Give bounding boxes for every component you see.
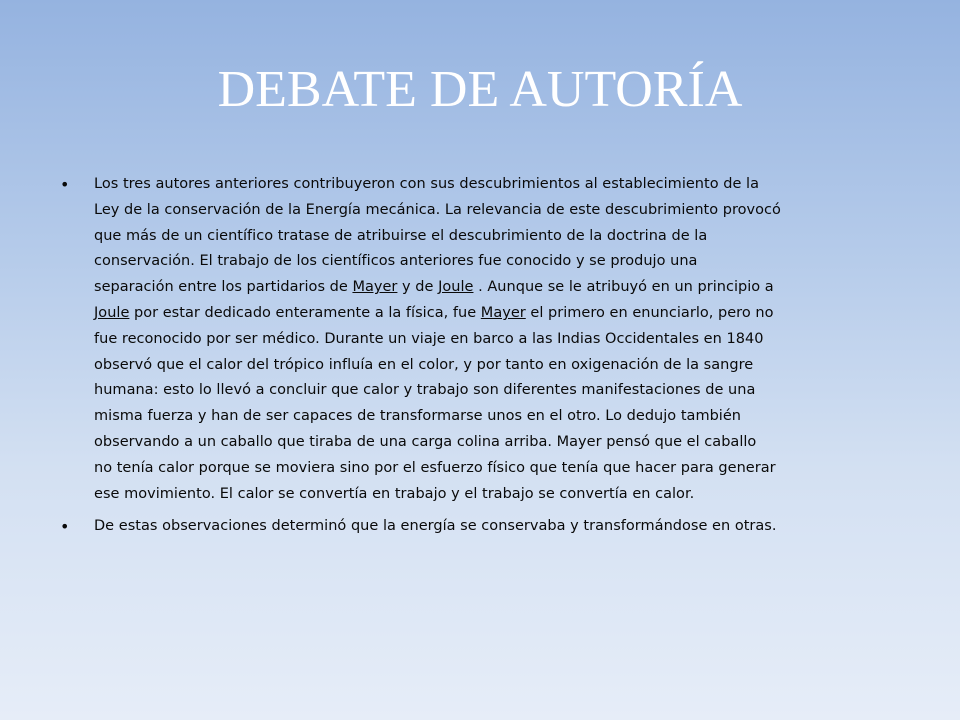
link-joule[interactable]: Joule xyxy=(94,304,130,321)
paragraph-line: observó que el calor del trópico influía en el color, y por tanto en oxigenación de la sangre xyxy=(94,356,754,373)
paragraph-line: Ley de la conservación de la Energía mecánica. La relevancia de este descubrimiento provocó xyxy=(94,201,781,218)
text-run: separación entre los partidarios de xyxy=(94,279,353,296)
paragraph-line: conservación. El trabajo de los científicos anteriores fue conocido y se produjo una xyxy=(94,253,698,270)
bullet-item-1 xyxy=(60,172,910,507)
bullet-item-2 xyxy=(60,514,910,540)
bullet-list xyxy=(60,172,910,540)
text-run: . Aunque se le atribuyó en un principio a xyxy=(473,279,774,296)
paragraph-line: De estas observaciones determinó que la energía se conservaba y transformándose en otras. xyxy=(94,518,777,535)
paragraph-line xyxy=(94,301,910,327)
text-run: el primero en enunciarlo, pero no xyxy=(525,304,774,321)
bullet-icon: • xyxy=(60,517,70,537)
paragraph-line: que más de un científico tratase de atribuirse el descubrimiento de la doctrina de la xyxy=(94,227,708,244)
text-run: por estar dedicado enteramente a la física, fue xyxy=(129,304,481,321)
paragraph-line: fue reconocido por ser médico. Durante un viaje en barco a las Indias Occidentales en 1840 xyxy=(94,330,764,347)
paragraph-line: ese movimiento. El calor se convertía en trabajo y el trabajo se convertía en calor. xyxy=(94,485,695,502)
link-mayer[interactable]: Mayer xyxy=(480,304,526,321)
paragraph-line: misma fuerza y han de ser capaces de transformarse unos en el otro. Lo dedujo también xyxy=(94,408,742,425)
paragraph-line xyxy=(94,275,910,301)
paragraph-line: no tenía calor porque se moviera sino por el esfuerzo físico que tenía que hacer para generar xyxy=(94,459,776,476)
link-mayer[interactable]: Mayer xyxy=(352,279,398,296)
slide-title: DEBATE DE AUTORÍA xyxy=(217,61,743,118)
link-joule[interactable]: Joule xyxy=(438,279,474,296)
paragraph-line: observando a un caballo que tiraba de una carga colina arriba. Mayer pensó que el caballo xyxy=(94,433,757,450)
bullet-icon: • xyxy=(60,175,70,194)
paragraph-line: humana: esto lo llevó a concluir que calor y trabajo son diferentes manifestaciones de una xyxy=(94,382,756,399)
text-run: y de xyxy=(397,279,439,296)
paragraph-line: Los tres autores anteriores contribuyeron con sus descubrimientos al establecimiento de la xyxy=(94,176,759,192)
